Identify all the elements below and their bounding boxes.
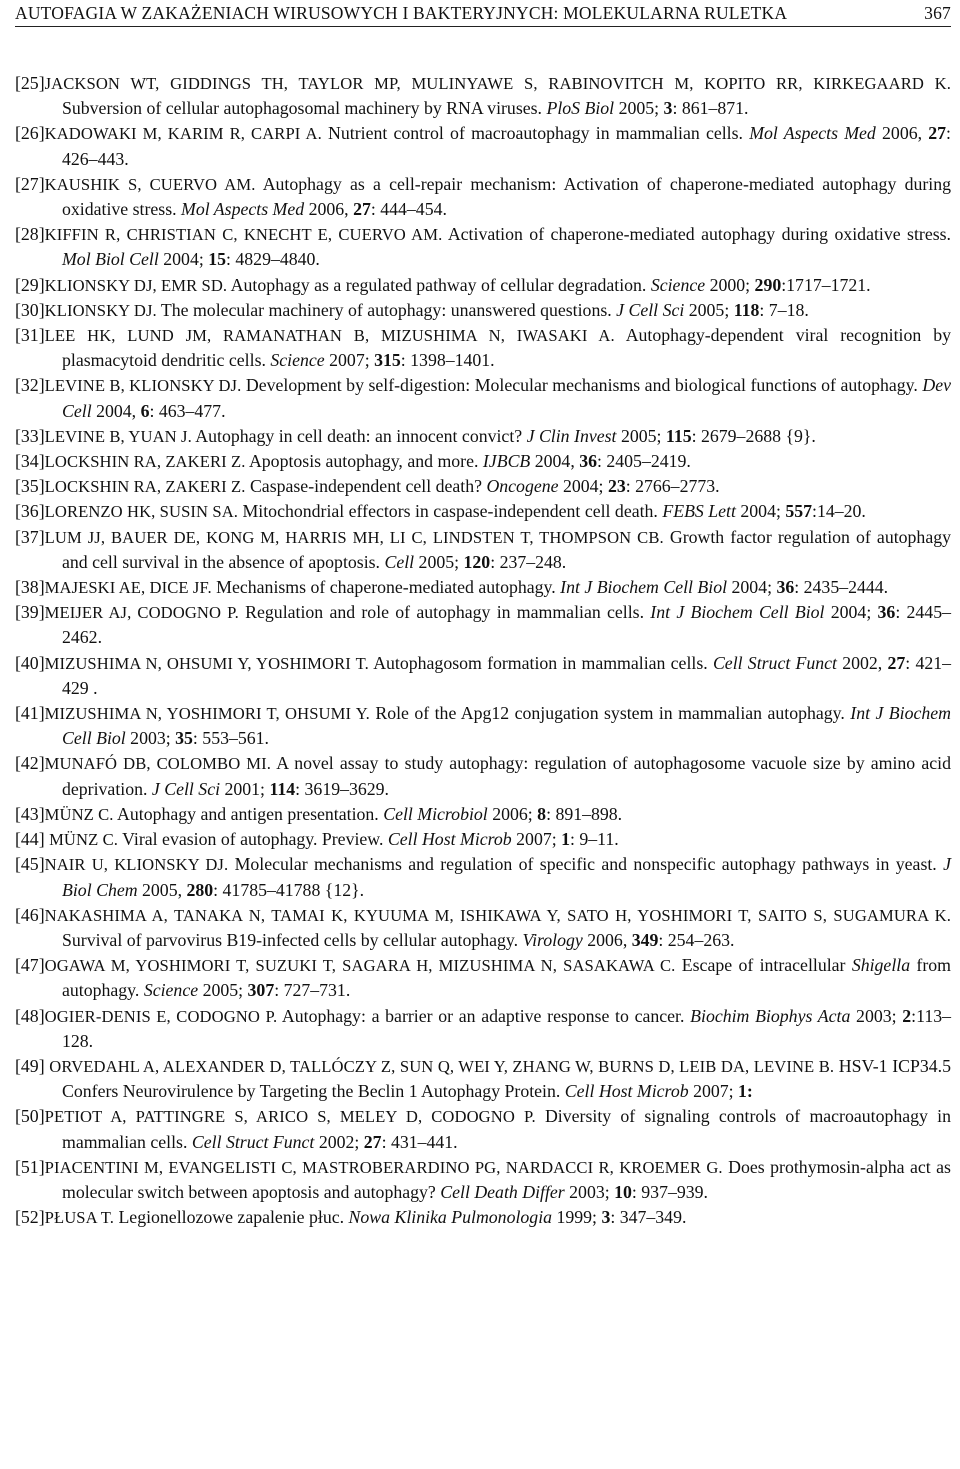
- reference-authors: LEE HK, LUND JM, RAMANATHAN B, MIZUSHIMA N, IWASAKI A.: [44, 326, 615, 346]
- reference-title: Survival of parvovirus B19-infected cells by cellular autophagy.: [62, 929, 519, 950]
- reference-title: Does prothymosin-alpha act as molecular switch between apoptosis and autophagy?: [62, 1156, 951, 1202]
- reference-year: 2005;: [688, 299, 730, 320]
- reference-authors: KLIONSKY DJ.: [44, 300, 157, 320]
- reference-number: [50]: [15, 1106, 45, 1127]
- reference-title: Development by self-digestion: Molecular mechanisms and biological functions of autophagy.: [245, 375, 918, 396]
- reference-number: [26]: [15, 123, 45, 144]
- reference-number: [27]: [15, 173, 45, 194]
- reference-pages: : 2435–2444.: [794, 577, 889, 598]
- reference-number: [34]: [15, 451, 45, 472]
- reference-volume: 10: [614, 1181, 632, 1202]
- reference-title: Mechanisms of chaperone-mediated autophagy.: [216, 577, 556, 598]
- reference-year: 2002;: [318, 1131, 360, 1152]
- reference-volume: 27: [353, 199, 371, 220]
- reference-journal: J Cell Sci: [616, 299, 685, 320]
- reference-pages: : 553–561.: [192, 728, 269, 749]
- reference-title: Mitochondrial effectors in caspase-independent cell death.: [242, 501, 658, 522]
- reference-item: [15, 600, 951, 650]
- reference-year: 2000;: [709, 274, 751, 295]
- reference-number: [52]: [15, 1207, 45, 1228]
- reference-volume: 118: [733, 299, 760, 320]
- reference-title-italic: Shigella: [851, 955, 911, 976]
- reference-title: Diversity of signaling controls of macroautophagy in mammalian cells.: [62, 1106, 952, 1152]
- reference-journal: Biochim Biophys Acta: [690, 1005, 851, 1026]
- reference-item: [15, 71, 951, 121]
- reference-title: Legionellozowe zapalenie płuc.: [118, 1207, 345, 1228]
- reference-year: 2005;: [620, 425, 662, 446]
- reference-journal: Mol Aspects Med: [181, 199, 305, 220]
- reference-title: Growth factor regulation of autophagy and cell survival in the absence of apoptosis.: [62, 526, 951, 572]
- reference-volume: 27: [928, 123, 947, 144]
- reference-number: [35]: [15, 476, 45, 497]
- running-title: AUTOFAGIA W ZAKAŻENIACH WIRUSOWYCH I BAKTERYJNYCH: MOLEKULARNA RULETKA: [15, 3, 788, 23]
- reference-number: [47]: [15, 955, 45, 976]
- reference-authors: KADOWAKI M, KARIM R, CARPI A.: [44, 124, 322, 144]
- reference-volume: 114: [269, 778, 296, 799]
- reference-pages: : 421–429 .: [62, 652, 952, 698]
- reference-authors: MEIJER AJ, CODOGNO P.: [44, 603, 239, 623]
- reference-year: 2002,: [842, 652, 883, 673]
- reference-authors: LORENZO HK, SUSIN SA.: [44, 502, 239, 522]
- reference-pages: : 2405–2419.: [597, 451, 691, 472]
- reference-journal: Int J Biochem Cell Biol: [62, 703, 952, 749]
- reference-year: 2005;: [618, 98, 660, 119]
- reference-authors: LOCKSHIN RA, ZAKERI Z.: [44, 477, 246, 497]
- reference-year: 2004;: [562, 476, 604, 497]
- reference-year: 2005;: [418, 551, 460, 572]
- reference-title: Autophagy as a cell-repair mechanism: Activation of chaperone-mediated autophagy during oxidative stress.: [62, 173, 951, 220]
- reference-year: 2005;: [202, 980, 244, 1001]
- reference-volume: 315: [374, 350, 401, 371]
- reference-volume: 1:: [738, 1081, 753, 1102]
- reference-item: [15, 222, 951, 272]
- reference-pages: : 463–477.: [149, 400, 226, 421]
- reference-journal: Oncogene: [486, 476, 559, 497]
- reference-item: [15, 499, 951, 524]
- reference-volume: 36: [776, 577, 795, 598]
- reference-pages: : 937–939.: [631, 1181, 708, 1202]
- reference-title: Subversion of cellular autophagosomal machinery by RNA viruses.: [62, 98, 542, 119]
- reference-item: [15, 1155, 951, 1205]
- reference-journal: Mol Aspects Med: [749, 123, 876, 144]
- reference-number: [49]: [15, 1055, 50, 1076]
- reference-pages: : 2766–2773.: [625, 476, 720, 497]
- reference-pages: : 237–248.: [490, 551, 567, 572]
- reference-authors: ORVEDAHL A, ALEXANDER D, TALLÓCZY Z, SUN Q, WEI Y, ZHANG W, BURNS D, LEIB DA, LEVINE B.: [49, 1056, 835, 1076]
- reference-pages: : 7–18.: [759, 299, 809, 320]
- reference-pages: : 891–898.: [546, 803, 623, 824]
- reference-volume: 280: [186, 879, 214, 900]
- reference-volume: 23: [607, 476, 626, 497]
- reference-authors: PETIOT A, PATTINGRE S, ARICO S, MELEY D, CODOGNO P.: [44, 1107, 536, 1127]
- reference-title: Role of the Apg12 conjugation system in mammalian autophagy.: [375, 703, 845, 724]
- reference-journal: IJBCB: [482, 451, 531, 472]
- reference-journal: Cell Microbiol: [383, 803, 488, 824]
- reference-item: [15, 298, 951, 323]
- reference-volume: 307: [247, 980, 275, 1001]
- reference-authors: MAJESKI AE, DICE JF.: [44, 578, 212, 598]
- reference-volume: 290: [754, 274, 782, 295]
- reference-journal: Nowa Klinika Pulmonologia: [348, 1207, 553, 1228]
- reference-volume: 349: [631, 929, 659, 950]
- reference-number: [44]: [15, 829, 50, 850]
- reference-volume: 3: [663, 98, 673, 119]
- reference-journal: Cell Struct Funct: [191, 1131, 315, 1152]
- reference-number: [30]: [15, 299, 45, 320]
- reference-pages: : 727–731.: [274, 980, 351, 1001]
- reference-item: [15, 953, 951, 1003]
- reference-year: 2003;: [569, 1181, 610, 1202]
- reference-volume: 3: [601, 1207, 611, 1228]
- reference-title: Caspase-independent cell death?: [249, 476, 482, 497]
- reference-number: [36]: [15, 501, 45, 522]
- reference-authors: OGIER-DENIS E, CODOGNO P.: [44, 1006, 278, 1026]
- reference-title: The molecular machinery of autophagy: unanswered questions.: [160, 299, 612, 320]
- reference-title: A novel assay to study autophagy: regulation of autophagosome vacuole size by amino acid deprivation.: [62, 753, 951, 799]
- reference-item: [15, 1004, 951, 1054]
- reference-pages: :1717–1721.: [781, 274, 871, 295]
- reference-item: [15, 273, 951, 298]
- reference-volume: 36: [579, 451, 597, 472]
- reference-volume: 35: [175, 728, 193, 749]
- reference-title: Escape of intracellular: [681, 955, 846, 976]
- reference-item: [15, 323, 951, 373]
- reference-authors: NAIR U, KLIONSKY DJ.: [44, 855, 229, 875]
- reference-item: [15, 474, 951, 499]
- reference-volume: 1: [561, 829, 571, 850]
- reference-authors: MIZUSHIMA N, YOSHIMORI T, OHSUMI Y.: [44, 704, 370, 724]
- reference-journal: Virology: [522, 929, 583, 950]
- reference-title: Molecular mechanisms and regulation of specific and nonspecific autophagy pathways in yeast.: [234, 854, 937, 875]
- reference-volume: 120: [463, 551, 491, 572]
- reference-pages: : 2679–2688 {9}.: [691, 425, 816, 446]
- reference-authors: MUNAFÓ DB, COLOMBO MI.: [44, 754, 271, 774]
- reference-volume: 36: [877, 602, 896, 623]
- reference-number: [46]: [15, 904, 45, 925]
- reference-volume: 27: [363, 1131, 382, 1152]
- reference-item: [15, 1054, 951, 1104]
- reference-journal: Mol Biol Cell: [62, 249, 159, 270]
- reference-year: 2004;: [740, 501, 781, 522]
- reference-authors: JACKSON WT, GIDDINGS TH, TAYLOR MP, MULINYAWE S, RABINOVITCH M, KOPITO RR, KIRKEGAARD K.: [44, 74, 951, 93]
- reference-year: 2006,: [308, 199, 349, 220]
- reference-item: [15, 525, 951, 575]
- reference-authors: OGAWA M, YOSHIMORI T, SUZUKI T, SAGARA H, MIZUSHIMA N, SASAKAWA C.: [44, 956, 676, 976]
- reference-authors: KAUSHIK S, CUERVO AM.: [44, 174, 256, 194]
- reference-number: [51]: [15, 1156, 45, 1177]
- reference-item: [15, 751, 951, 801]
- reference-year: 2006,: [882, 123, 923, 144]
- reference-number: [45]: [15, 854, 45, 875]
- reference-title: HSV-1 ICP34.5 Confers Neurovirulence by Targeting the Beclin 1 Autophagy Protein.: [62, 1055, 951, 1102]
- reference-pages: : 431–441.: [381, 1131, 458, 1152]
- reference-pages: : 1398–1401.: [400, 350, 495, 371]
- reference-number: [31]: [15, 325, 45, 346]
- reference-journal: J Clin Invest: [526, 425, 617, 446]
- reference-journal: Cell Struct Funct: [712, 652, 837, 673]
- reference-title: Apoptosis autophagy, and more.: [248, 451, 479, 472]
- reference-number: [33]: [15, 425, 45, 446]
- reference-list: [15, 71, 951, 1230]
- page-number: 367: [924, 3, 951, 23]
- reference-item: [15, 449, 951, 474]
- reference-pages: : 3619–3629.: [295, 778, 390, 799]
- reference-journal: PloS Biol: [546, 98, 615, 119]
- reference-authors: MIZUSHIMA N, OHSUMI Y, YOSHIMORI T.: [44, 653, 369, 673]
- reference-title: Activation of chaperone-mediated autophagy during oxidative stress.: [447, 224, 952, 245]
- reference-volume: 6: [140, 400, 150, 421]
- reference-pages: : 9–11.: [570, 829, 619, 850]
- reference-volume: 2: [902, 1005, 912, 1026]
- reference-year: 2006;: [492, 803, 533, 824]
- reference-authors: PŁUSA T.: [44, 1208, 114, 1228]
- reference-item: [15, 121, 951, 171]
- reference-number: [40]: [15, 652, 45, 673]
- reference-authors: MÜNZ C.: [49, 830, 119, 850]
- reference-item: [15, 852, 951, 902]
- reference-journal: Cell: [384, 551, 415, 572]
- reference-journal: Science: [270, 350, 325, 371]
- reference-item: [15, 424, 951, 449]
- reference-pages: : 41785–41788 {12}.: [213, 879, 365, 900]
- reference-volume: 115: [665, 425, 692, 446]
- reference-year: 2007;: [516, 829, 557, 850]
- reference-title: Autophagy and antigen presentation.: [117, 803, 379, 824]
- reference-number: [28]: [15, 224, 45, 245]
- reference-year: 2004;: [731, 577, 773, 598]
- reference-authors: LUM JJ, BAUER DE, KONG M, HARRIS MH, LI C, LINDSTEN T, THOMPSON CB.: [44, 527, 664, 547]
- reference-journal: Int J Biochem Cell Biol: [560, 577, 728, 598]
- reference-item: [15, 701, 951, 751]
- reference-pages: :113–128.: [62, 1005, 951, 1051]
- running-header: [15, 0, 951, 27]
- reference-volume: 8: [537, 803, 547, 824]
- reference-number: [48]: [15, 1005, 45, 1026]
- reference-number: [29]: [15, 274, 45, 295]
- reference-volume: 557: [785, 501, 813, 522]
- reference-year: 2003;: [130, 728, 171, 749]
- reference-authors: LOCKSHIN RA, ZAKERI Z.: [44, 452, 246, 472]
- reference-pages: : 347–349.: [610, 1207, 687, 1228]
- reference-title: Autophagy in cell death: an innocent convict?: [195, 425, 523, 446]
- reference-journal: J Cell Sci: [151, 778, 221, 799]
- reference-journal: Int J Biochem Cell Biol: [650, 602, 825, 623]
- reference-title: Autophagy-dependent viral recognition by plasmacytoid dendritic cells.: [62, 325, 951, 371]
- reference-authors: PIACENTINI M, EVANGELISTI C, MASTROBERARDINO PG, NARDACCI R, KROEMER G.: [44, 1157, 723, 1177]
- reference-pages: : 861–871.: [672, 98, 749, 119]
- reference-title: Autophagosom formation in mammalian cells.: [373, 652, 708, 673]
- reference-journal: Dev Cell: [62, 375, 951, 421]
- reference-journal: FEBS Lett: [662, 501, 736, 522]
- reference-journal: Science: [650, 274, 706, 295]
- reference-title: Autophagy as a regulated pathway of cellular degradation.: [230, 274, 647, 295]
- reference-year: 2004,: [96, 400, 137, 421]
- reference-pages: : 4829–4840.: [226, 249, 320, 270]
- reference-item: [15, 1205, 951, 1230]
- reference-volume: 27: [887, 652, 906, 673]
- reference-year: 2004;: [830, 602, 872, 623]
- reference-year: 1999;: [556, 1207, 597, 1228]
- reference-item: [15, 1104, 951, 1154]
- reference-volume: 15: [208, 249, 227, 270]
- reference-title: Autophagy: a barrier or an adaptive response to cancer.: [281, 1005, 685, 1026]
- reference-year: 2003;: [856, 1005, 897, 1026]
- reference-number: [37]: [15, 526, 45, 547]
- reference-number: [38]: [15, 577, 45, 598]
- reference-pages: : 444–454.: [370, 199, 447, 220]
- reference-title: Nutrient control of macroautophagy in mammalian cells.: [328, 123, 743, 144]
- reference-number: [39]: [15, 602, 45, 623]
- reference-year: 2004;: [163, 249, 204, 270]
- reference-number: [25]: [15, 73, 45, 93]
- reference-item: [15, 575, 951, 600]
- reference-item: [15, 802, 951, 827]
- reference-pages: : 2445–2462.: [62, 602, 951, 648]
- reference-year: 2004,: [534, 451, 575, 472]
- reference-number: [43]: [15, 803, 45, 824]
- reference-pages: : 426–443.: [62, 123, 951, 169]
- reference-journal: Cell Death Differ: [440, 1181, 565, 1202]
- reference-year: 2005,: [142, 879, 183, 900]
- reference-item: [15, 903, 951, 953]
- reference-item: [15, 373, 951, 423]
- reference-item: [15, 651, 951, 701]
- reference-authors: NAKASHIMA A, TANAKA N, TAMAI K, KYUUMA M, ISHIKAWA Y, SATO H, YOSHIMORI T, SAITO S, SUGAMURA K.: [44, 905, 951, 925]
- reference-journal: Science: [143, 980, 199, 1001]
- reference-item: [15, 827, 951, 852]
- reference-pages: : 254–263.: [658, 929, 735, 950]
- reference-authors: KIFFIN R, CHRISTIAN C, KNECHT E, CUERVO AM.: [44, 225, 443, 245]
- reference-journal: J Biol Chem: [62, 854, 951, 900]
- reference-pages: :14–20.: [812, 501, 866, 522]
- reference-authors: KLIONSKY DJ, EMR SD.: [44, 275, 228, 295]
- reference-number: [32]: [15, 375, 45, 396]
- reference-year: 2007;: [329, 350, 370, 371]
- reference-item: [15, 172, 951, 222]
- reference-number: [41]: [15, 703, 45, 724]
- reference-title: from autophagy.: [62, 955, 951, 1001]
- reference-year: 2001;: [224, 778, 265, 799]
- reference-number: [42]: [15, 753, 45, 774]
- reference-title: Regulation and role of autophagy in mammalian cells.: [245, 602, 645, 623]
- reference-authors: LEVINE B, YUAN J.: [44, 426, 192, 446]
- reference-journal: Cell Host Microb: [564, 1081, 689, 1102]
- reference-year: 2006,: [587, 929, 628, 950]
- reference-year: 2007;: [693, 1081, 734, 1102]
- reference-title: Viral evasion of autophagy. Preview.: [122, 829, 384, 850]
- reference-authors: LEVINE B, KLIONSKY DJ.: [44, 376, 242, 396]
- reference-authors: MÜNZ C.: [44, 804, 114, 824]
- reference-journal: Cell Host Microb: [387, 829, 512, 850]
